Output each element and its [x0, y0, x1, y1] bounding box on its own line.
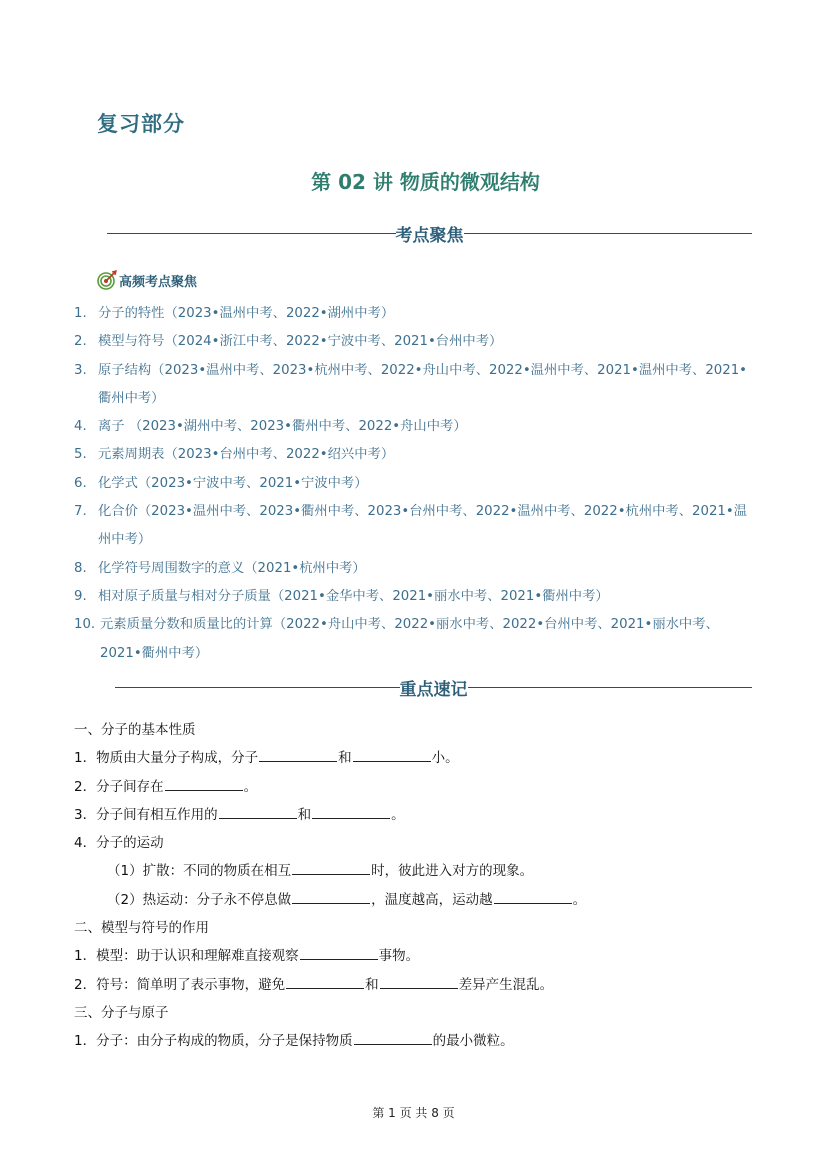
list-item: 5. 元素周期表（2023•台州中考、2022•绍兴中考） [74, 447, 395, 463]
notes-line: 4．分子的运动 [74, 835, 164, 852]
notes-line: 3．分子间有相互作用的 和 。 [74, 801, 774, 829]
notes-line: （1）扩散：不同的物质在相互 时，彼此进入对方的现象。 [74, 857, 774, 885]
fill-blank [286, 974, 364, 989]
fill-blank [380, 974, 458, 989]
fill-blank [259, 747, 337, 762]
notes-line: 2．分子间存在 。 [74, 773, 774, 801]
focus-heading-rule [107, 223, 752, 246]
list-item: 2. 模型与符号（2024•浙江中考、2022•宁波中考、2021•台州中考） [74, 334, 503, 350]
notes-heading-rule [115, 677, 752, 700]
rule-line-left [115, 687, 400, 688]
fill-blank [292, 889, 370, 904]
list-item: 1. 分子的特性（2023•温州中考、2022•湖州中考） [74, 306, 395, 321]
list-item: 6. 化学式（2023•宁波中考、2021•宁波中考） [74, 475, 368, 491]
page-number: 第 1 页 共 8 页 [372, 1106, 455, 1120]
target-icon [97, 270, 117, 290]
topic-list [74, 300, 754, 668]
notes-line: 2．符号：简单明了表示事物，避免 和 差异产生混乱。 [74, 971, 774, 999]
list-item: 7. 化合价（2023•温州中考、2023•衢州中考、2023•台州中考、2022•温州中考、2022•杭州中考、2021•温州中考） [74, 504, 748, 548]
list-item: 8. 化学符号周围数字的意义（2021•杭州中考） [74, 560, 366, 576]
rule-line-left [107, 233, 396, 234]
notes-body [74, 716, 774, 1056]
list-item: 9. 相对原子质量与相对分子质量（2021•金华中考、2021•丽水中考、2021•衢州中考） [74, 588, 609, 604]
notes-line: 1．分子：由分子构成的物质，分子是保持物质 的最小微粒。 [74, 1027, 774, 1055]
notes-line: 一、分子的基本性质 [74, 722, 196, 738]
fill-blank [300, 945, 378, 960]
notes-line: 1．模型：助于认识和理解难直接观察 事物。 [74, 942, 774, 970]
list-item: 4. 离子 （2023•湖州中考、2023•衢州中考、2022•舟山中考） [74, 419, 467, 435]
rule-line-right [464, 233, 753, 234]
notes-line: 1．物质由大量分子构成，分子 和 小。 [74, 744, 774, 772]
list-item: 10. 元素质量分数和质量比的计算（2022•舟山中考、2022•丽水中考、2022•台州中考、2021•丽水中考、2021•衢州中考） [74, 617, 719, 661]
fill-blank [354, 1030, 432, 1045]
notes-line: 二、模型与符号的作用 [74, 920, 209, 937]
focus-heading: 考点聚焦 [395, 225, 464, 246]
fill-blank [165, 776, 243, 791]
list-item: 3. 原子结构（2023•温州中考、2023•杭州中考、2022•舟山中考、2022•温州中考、2021•温州中考、2021•衢州中考） [74, 362, 748, 406]
notes-heading: 重点速记 [399, 679, 468, 700]
lecture-title: 第 02 讲 物质的微观结构 [311, 170, 540, 194]
fill-blank [494, 889, 572, 904]
fill-blank [292, 860, 370, 875]
section-label: 复习部分 [97, 112, 185, 136]
notes-line: 三、分子与原子 [74, 1004, 169, 1021]
fill-blank [219, 804, 297, 819]
high-frequency-heading [97, 270, 197, 290]
rule-line-right [468, 687, 753, 688]
notes-line: （2）热运动：分子永不停息做 ，温度越高，运动越 。 [74, 886, 774, 914]
fill-blank [353, 747, 431, 762]
fill-blank [312, 804, 390, 819]
sub-heading-label: 高频考点聚焦 [119, 274, 198, 290]
